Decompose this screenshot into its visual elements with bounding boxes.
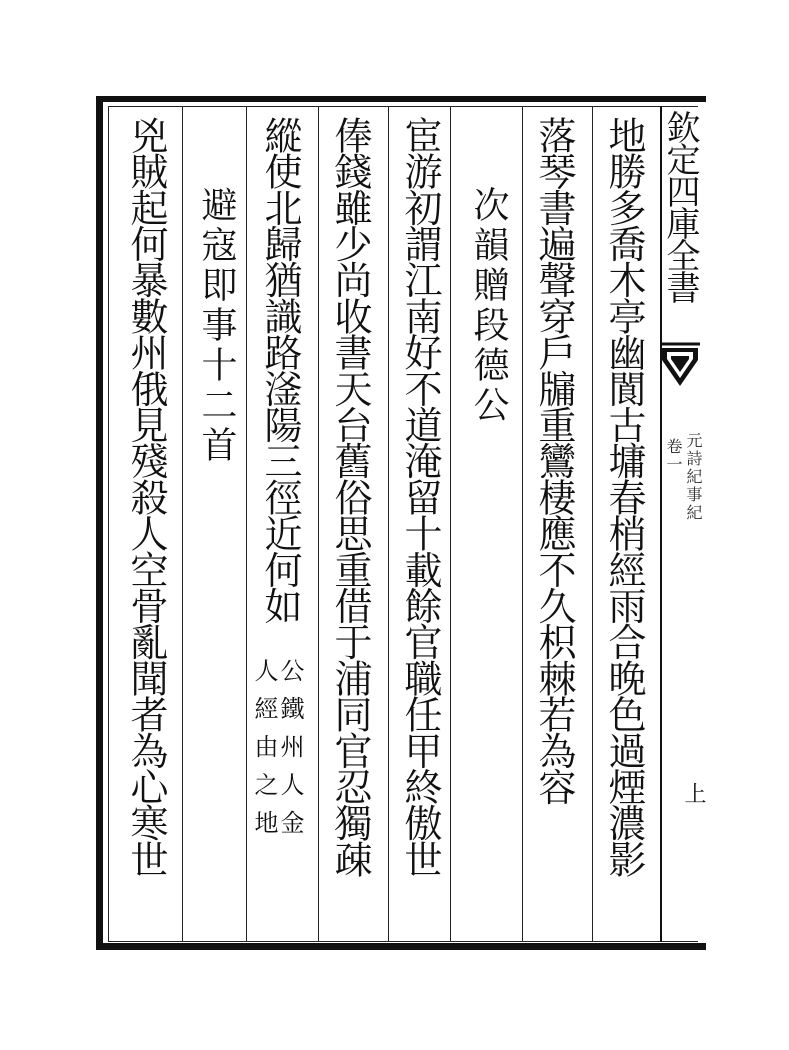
poem-title-column: 避寇即事十二首 bbox=[196, 186, 237, 466]
interlinear-note-right: 公鐵州人金 bbox=[276, 658, 304, 848]
banxin-collection-title: 元詩紀事紀 bbox=[684, 432, 703, 522]
column-rule bbox=[182, 107, 183, 941]
interlinear-note bbox=[252, 658, 302, 848]
text-column-4: 宦游初謂江南好不道淹留十載餘官職任甲終傲世 bbox=[398, 116, 442, 877]
column-rule bbox=[522, 107, 523, 941]
banxin-page-number: 上 bbox=[681, 782, 706, 804]
text-column-6: 縱使北歸猶識路滏陽三徑近何如 bbox=[258, 116, 302, 623]
banxin-header: 欽定四庫全書 bbox=[660, 110, 700, 302]
interlinear-note-left: 人經由之地 bbox=[250, 658, 278, 848]
banxin-juan: 卷一 bbox=[664, 438, 683, 474]
text-column-2: 落琴書遍聲穿戶牖重鸞棲應不久枳棘若為容 bbox=[532, 116, 576, 804]
column-rule bbox=[388, 107, 389, 941]
poem-title-column: 次韻贈段德公 bbox=[468, 186, 509, 426]
column-rule bbox=[450, 107, 451, 941]
column-rule bbox=[318, 107, 319, 941]
column-rule bbox=[592, 107, 593, 941]
text-column-1: 地勝多喬木亭幽閬古墉春梢經雨合晚色過煙濃影 bbox=[602, 116, 646, 877]
fishtail-mark-icon bbox=[660, 342, 700, 388]
text-column-8: 兇賊起何暴數州俄見殘殺人空骨亂聞者為心寒世 bbox=[124, 116, 168, 877]
text-column-5: 俸錢雖少尚收書天台舊俗思重借于浦同官忍獨疎 bbox=[328, 116, 372, 877]
column-rule bbox=[246, 107, 247, 941]
